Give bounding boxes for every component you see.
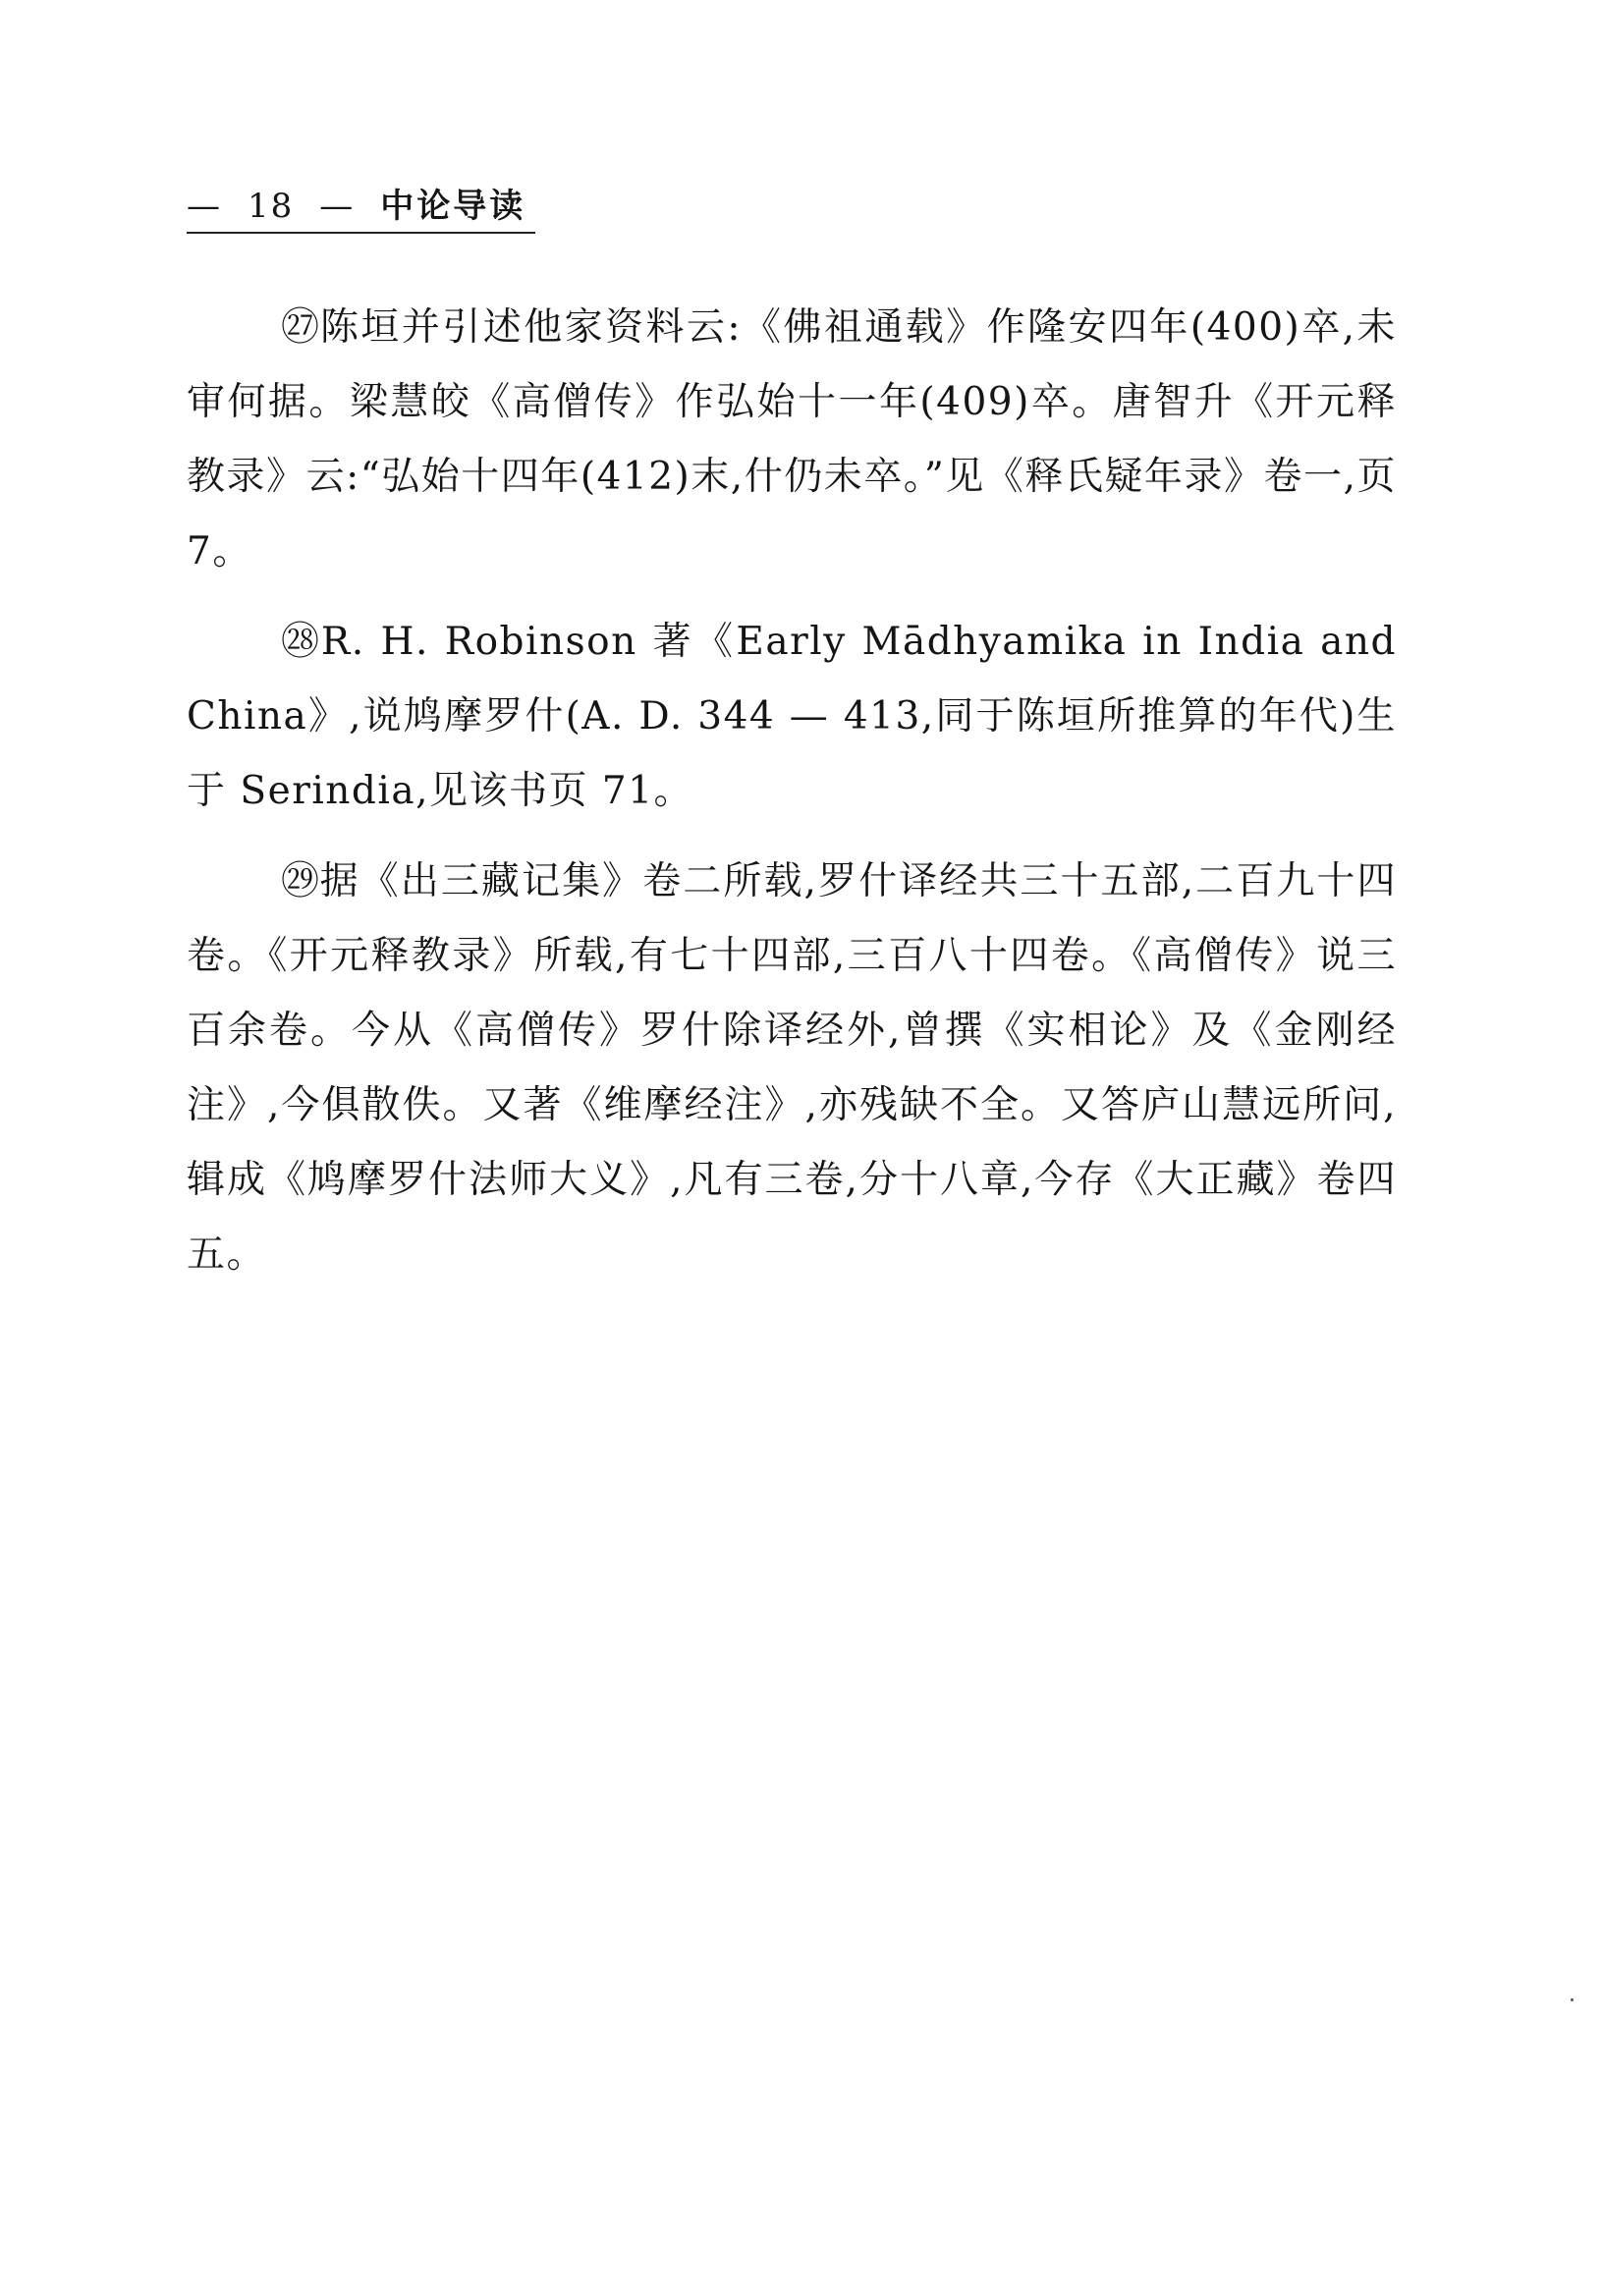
note-text-28: R. H. Robinson 著《Early Mādhyamika in India and China》,说鸠摩罗什(A. D. 344 — 413,同于陈垣所推算的年代)生于 Serindia,见该书页 71。 xyxy=(187,620,1397,813)
scan-speck xyxy=(1571,1998,1574,2001)
header-rule xyxy=(187,232,535,234)
endnote-27 xyxy=(187,291,1397,589)
endnote-28 xyxy=(187,605,1397,829)
note-marker-27: ㉗ xyxy=(281,305,320,350)
endnotes xyxy=(187,291,1397,1308)
page-number: 18 xyxy=(248,187,295,226)
note-marker-29: ㉙ xyxy=(281,859,320,903)
running-header xyxy=(187,183,535,234)
note-text-27: 陈垣并引述他家资料云:《佛祖通载》作隆安四年(400)卒,未审何据。梁慧皎《高僧传》作弘始十一年(409)卒。唐智升《开元释教录》云:“弘始十四年(412)末,什仍未卒。”见《释氏疑年录》卷一,页 7。 xyxy=(187,305,1397,574)
header-dash-right: — xyxy=(319,187,356,226)
header-dash-left: — xyxy=(187,187,222,226)
note-text-29: 据《出三藏记集》卷二所载,罗什译经共三十五部,二百九十四卷。《开元释教录》所载,有七十四部,三百八十四卷。《高僧传》说三百余卷。今从《高僧传》罗什除译经外,曾撰《实相论》及《金刚经注》,今俱散佚。又著《维摩经注》,亦残缺不全。又答庐山慧远所问,辑成《鸠摩罗什法师大义》,凡有三卷,分十八章,今存《大正藏》卷四五。 xyxy=(187,859,1397,1277)
note-marker-28: ㉘ xyxy=(281,620,321,664)
endnote-29 xyxy=(187,845,1397,1292)
book-title: 中论导读 xyxy=(380,187,526,226)
